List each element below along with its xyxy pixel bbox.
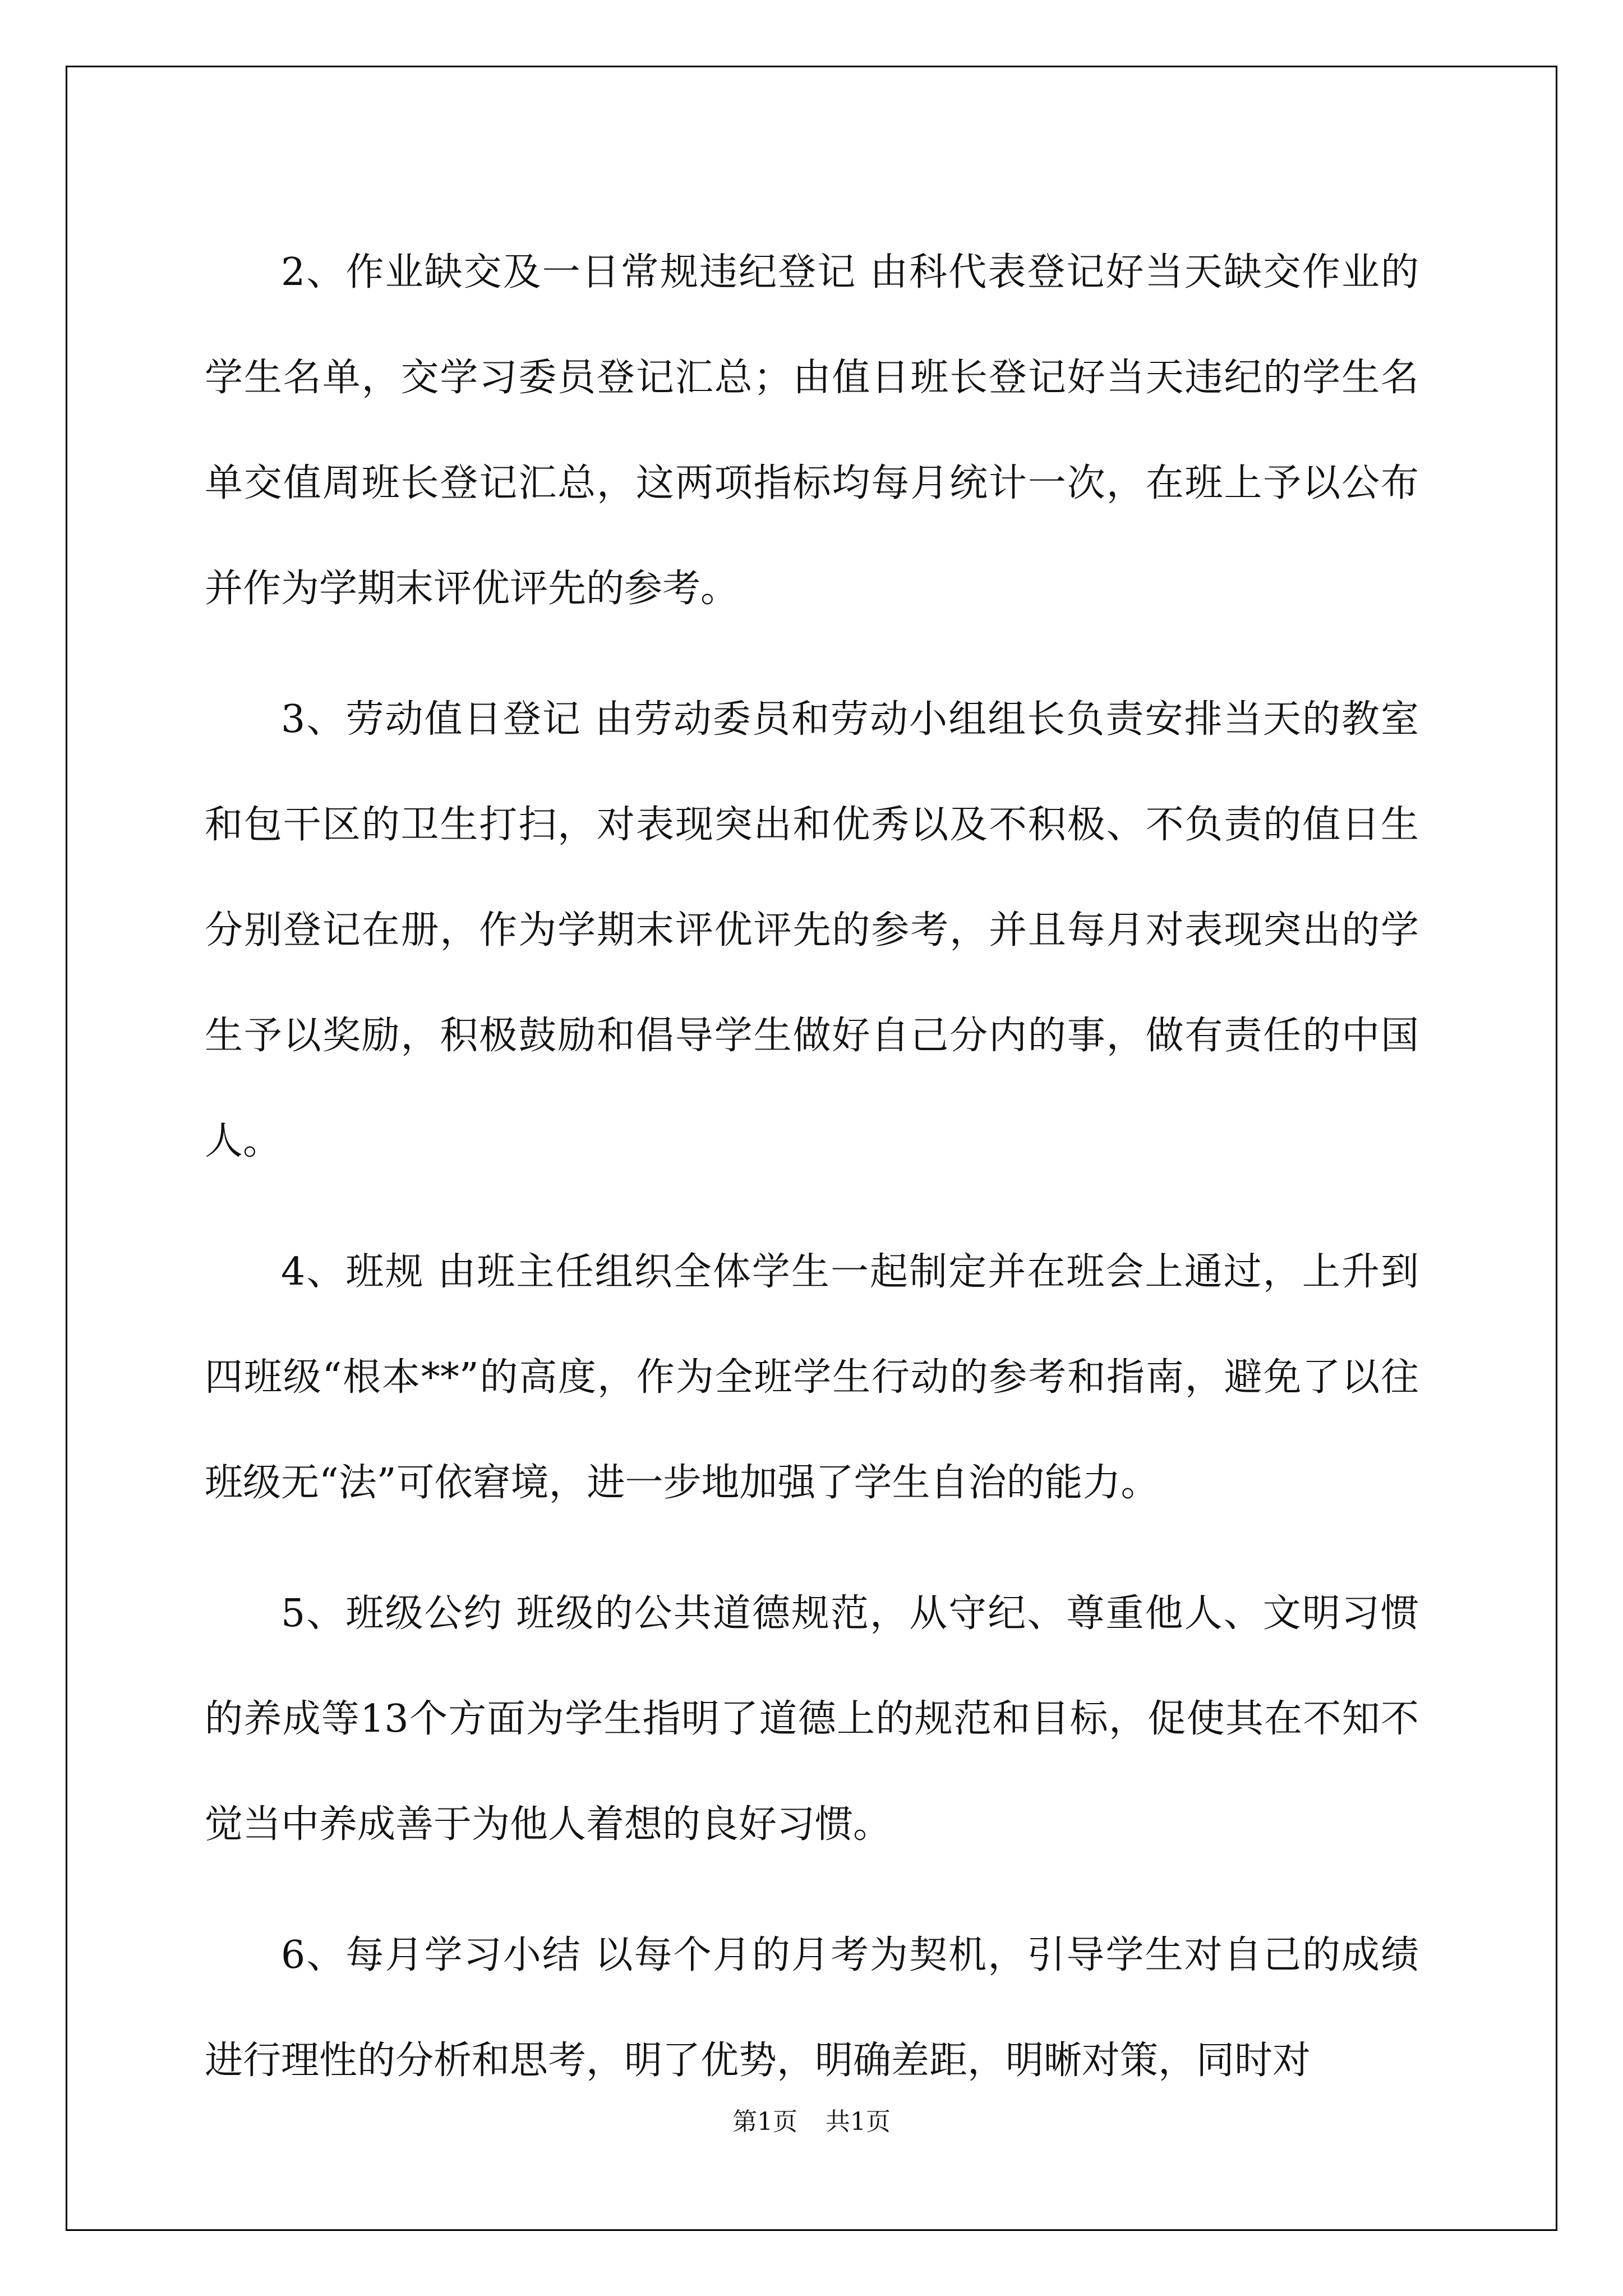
paragraph-5: 5、班级公约 班级的公共道德规范，从守纪、尊重他人、文明习惯的养成等13个方面为学生指明了道德上的规范和目标，促使其在不知不觉当中养成善于为他人着想的良好习惯。 (205, 1591, 1419, 1847)
paragraph-3: 3、劳动值日登记 由劳动委员和劳动小组组长负责安排当天的教室和包干区的卫生打扫，对表现突出和优秀以及不积极、不负责的值日生分别登记在册，作为学期末评优评先的参考，并且每月对表现突出的学生予以奖励，积极鼓励和倡导学生做好自己分内的事，做有责任的中国人。 (205, 697, 1419, 1163)
paragraph-6: 6、每月学习小结 以每个月的月考为契机，引导学生对自己的成绩进行理性的分析和思考，明了优势，明确差距，明晰对策，同时对 (205, 1933, 1419, 2083)
page-number: 第1页 (732, 2108, 797, 2136)
page-total: 共1页 (826, 2108, 891, 2136)
page-footer (0, 2101, 1623, 2137)
paragraph-2: 2、作业缺交及一日常规违纪登记 由科代表登记好当天缺交作业的学生名单，交学习委员登记汇总；由值日班长登记好当天违纪的学生名单交值周班长登记汇总，这两项指标均每月统计一次，在班上予以公布并作为学期末评优评先的参考。 (205, 250, 1419, 611)
paragraph-4: 4、班规 由班主任组织全体学生一起制定并在班会上通过，上升到四班级“根本**”的高度，作为全班学生行动的参考和指南，避免了以往班级无“法”可依窘境，进一步地加强了学生自治的能力。 (205, 1250, 1419, 1505)
document-body (205, 220, 1419, 2139)
